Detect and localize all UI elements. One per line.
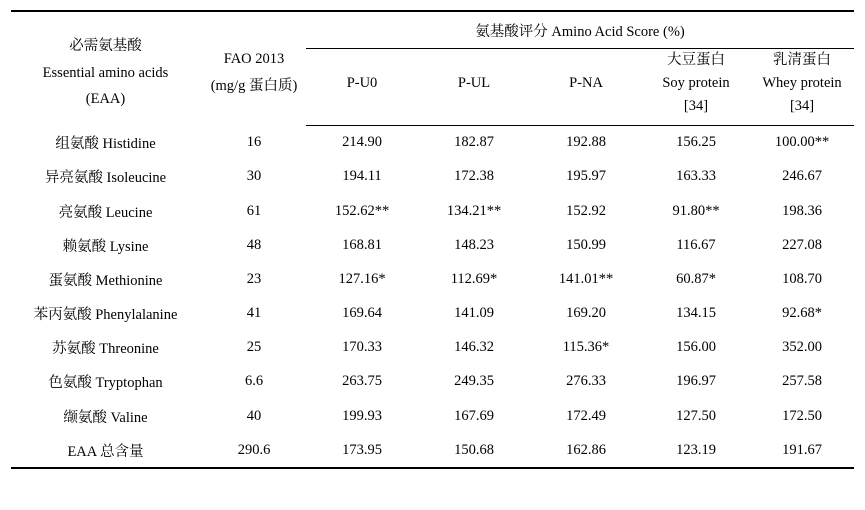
cell-pu0-value: 199.93: [342, 407, 382, 424]
cell-pna-value: 141.01**: [558, 270, 614, 287]
cell-whey-value: 92.68*: [782, 305, 822, 322]
cell-fao-value: 16: [246, 133, 262, 150]
cell-pul-value: 112.69*: [450, 270, 498, 287]
cell-pul-value: 150.68: [418, 433, 530, 468]
cell-fao-value: 290.6: [196, 433, 306, 468]
table-row: [11, 399, 854, 433]
cell-soy-value: 156.00: [676, 339, 716, 356]
table-row: [11, 125, 854, 160]
header-cell-whey-protein: [750, 49, 854, 126]
cell-pul-value: 146.32: [454, 339, 494, 356]
cell-amino-acid-name: 亮氨酸 Leucine: [58, 204, 153, 221]
header-cell-essential-amino-acids: [11, 11, 196, 125]
table-row: [11, 228, 854, 262]
cell-fao-value: 61: [246, 202, 262, 219]
header-whey-line1: 乳清蛋白: [773, 52, 832, 68]
cell-pul-value: 249.35: [454, 373, 494, 390]
cell-pna-value: 115.36*: [562, 339, 610, 356]
cell-pu0-value: 169.64: [342, 305, 382, 322]
cell-pna-value: 172.49: [566, 407, 606, 424]
cell-pna-value: 152.92: [566, 202, 606, 219]
cell-pu0-value: 127.16*: [338, 270, 386, 287]
cell-fao-value: 6.6: [244, 373, 264, 390]
cell-amino-acid-name: 缬氨酸 Valine: [63, 409, 148, 426]
cell-pul-value: 134.21**: [446, 202, 502, 219]
table-row: [11, 194, 854, 228]
table-row: [11, 297, 854, 331]
cell-whey-value: 227.08: [782, 236, 822, 253]
cell-amino-acid-name: 苏氨酸 Threonine: [52, 341, 159, 358]
cell-soy-value: 134.15: [676, 305, 716, 322]
cell-fao-value: 41: [246, 305, 262, 322]
cell-pu0-value: 214.90: [342, 134, 382, 151]
table-header: [11, 11, 854, 125]
cell-whey-value: 191.67: [750, 433, 854, 468]
cell-whey-value: 198.36: [782, 202, 822, 219]
header-row-group: [11, 11, 854, 49]
cell-whey-value: 257.58: [782, 373, 822, 390]
cell-soy-value: 123.19: [642, 433, 750, 468]
cell-fao-value: 23: [246, 270, 262, 287]
cell-whey-value: 100.00**: [774, 134, 830, 151]
table-row: [11, 331, 854, 365]
header-fao-line1: FAO 2013: [223, 51, 285, 68]
cell-pu0-value: 168.81: [342, 236, 382, 253]
header-whey-reference: [34]: [789, 98, 815, 115]
table-body: [11, 125, 854, 468]
header-cell-amino-acid-score-group: 氨基酸评分 Amino Acid Score (%): [306, 11, 854, 49]
cell-amino-acid-name: 异亮氨酸 Isoleucine: [44, 170, 167, 187]
cell-pna-value: 192.88: [566, 134, 606, 151]
header-cell-fao-2013: [196, 11, 306, 125]
cell-pu0-value: 194.11: [342, 168, 382, 185]
cell-amino-acid-name: 色氨酸 Tryptophan: [48, 375, 163, 392]
table-row: [11, 160, 854, 194]
header-eaa-line2: Essential amino acids: [42, 64, 169, 81]
cell-soy-value: 156.25: [676, 134, 716, 151]
cell-pu0-value: 263.75: [342, 373, 382, 390]
header-soy-line2: Soy protein: [662, 75, 730, 92]
cell-pna-value: 162.86: [530, 433, 642, 468]
cell-amino-acid-name: 赖氨酸 Lysine: [62, 238, 149, 255]
header-soy-reference: [34]: [683, 98, 709, 115]
cell-pul-value: 182.87: [454, 134, 494, 151]
cell-pul-value: 172.38: [454, 168, 494, 185]
cell-whey-value: 352.00: [782, 339, 822, 356]
cell-soy-value: 116.67: [676, 236, 716, 253]
cell-pna-value: 276.33: [566, 373, 606, 390]
cell-pna-value: 169.20: [566, 305, 606, 322]
table-row: [11, 262, 854, 296]
header-cell-soy-protein: [642, 49, 750, 126]
cell-fao-value: 48: [246, 236, 262, 253]
cell-pul-value: 141.09: [454, 305, 494, 322]
cell-amino-acid-name: 蛋氨酸 Methionine: [48, 272, 163, 289]
cell-pu0-value: 170.33: [342, 339, 382, 356]
cell-amino-acid-name: 苯丙氨酸 Phenylalanine: [33, 307, 178, 324]
header-cell-pu0: P-U0: [306, 49, 418, 126]
cell-pna-value: 195.97: [566, 168, 606, 185]
cell-soy-value: 60.87*: [676, 270, 716, 287]
header-eaa-line3: (EAA): [85, 91, 126, 108]
header-cell-pul: P-UL: [418, 49, 530, 126]
header-fao-line2: (mg/g 蛋白质): [210, 78, 298, 95]
cell-soy-value: 163.33: [676, 168, 716, 185]
cell-amino-acid-name: EAA 总含量: [11, 433, 196, 468]
cell-pna-value: 150.99: [566, 236, 606, 253]
cell-fao-value: 40: [246, 407, 262, 424]
cell-whey-value: 172.50: [782, 407, 822, 424]
table-row-total: [11, 433, 854, 468]
cell-soy-value: 127.50: [676, 407, 716, 424]
cell-soy-value: 91.80**: [672, 202, 720, 219]
header-soy-line1: 大豆蛋白: [667, 52, 725, 68]
header-cell-pna: P-NA: [530, 49, 642, 126]
amino-acid-score-table: [11, 10, 854, 469]
cell-amino-acid-name: 组氨酸 Histidine: [55, 135, 156, 152]
header-whey-line2: Whey protein: [762, 75, 842, 92]
cell-fao-value: 30: [246, 168, 262, 185]
cell-whey-value: 246.67: [782, 168, 822, 185]
cell-whey-value: 108.70: [782, 270, 822, 287]
cell-pul-value: 167.69: [454, 407, 494, 424]
cell-fao-value: 25: [246, 339, 262, 356]
cell-soy-value: 196.97: [676, 373, 716, 390]
document-page: [0, 10, 865, 510]
cell-pu0-value: 152.62**: [334, 202, 390, 219]
cell-pu0-value: 173.95: [306, 433, 418, 468]
header-eaa-line1: 必需氨基酸: [69, 37, 142, 54]
table-row: [11, 365, 854, 399]
cell-pul-value: 148.23: [454, 236, 494, 253]
